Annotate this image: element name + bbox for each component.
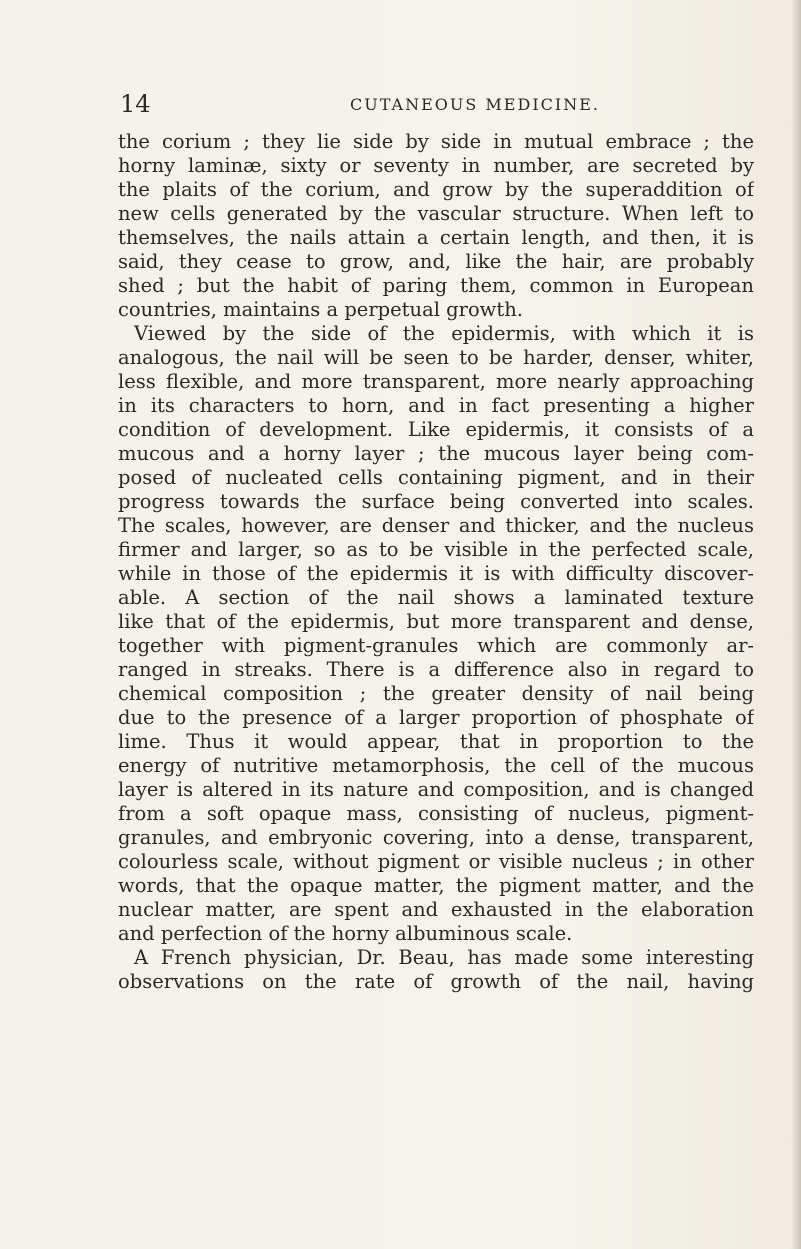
text-line: analogous, the nail will be seen to be harder, denser, whiter, (118, 346, 754, 369)
text-line: progress towards the surface being converted into scales. (118, 490, 754, 513)
text-line: layer is altered in its nature and composition, and is changed (118, 778, 754, 801)
text-line: shed ; but the habit of paring them, common in European (118, 274, 754, 297)
text-line: the corium ; they lie side by side in mutual embrace ; the (118, 130, 754, 153)
text-line: said, they cease to grow, and, like the hair, are probably (118, 250, 754, 273)
text-line: and perfection of the horny albuminous scale. (118, 922, 573, 945)
text-line: themselves, the nails attain a certain length, and then, it is (118, 226, 754, 249)
text-line: chemical composition ; the greater density of nail being (118, 682, 754, 705)
text-line: like that of the epidermis, but more transparent and dense, (118, 610, 754, 633)
text-line: due to the presence of a larger proportion of phosphate of (118, 706, 754, 729)
text-line: from a soft opaque mass, consisting of nucleus, pigment- (118, 802, 754, 825)
text-line: condition of development. Like epidermis, it consists of a (118, 418, 754, 441)
text-line: able. A section of the nail shows a laminated texture (118, 586, 754, 609)
paragraph-start-line: Viewed by the side of the epidermis, with which it is (134, 322, 754, 345)
page-edge-shadow (791, 0, 801, 1249)
running-title: CUTANEOUS MEDICINE. (350, 95, 600, 114)
text-line: together with pigment-granules which are commonly ar- (118, 634, 754, 657)
text-line: in its characters to horn, and in fact presenting a higher (118, 394, 754, 417)
text-line: energy of nutritive metamorphosis, the cell of the mucous (118, 754, 754, 777)
page-header (120, 89, 740, 123)
text-line: colourless scale, without pigment or visible nucleus ; in other (118, 850, 754, 873)
paragraph-start-line: A French physician, Dr. Beau, has made some interesting (134, 946, 754, 969)
text-line: lime. Thus it would appear, that in proportion to the (118, 730, 754, 753)
text-line: horny laminæ, sixty or seventy in number, are secreted by (118, 154, 754, 177)
text-line: new cells generated by the vascular structure. When left to (118, 202, 754, 225)
text-line: countries, maintains a perpetual growth. (118, 298, 523, 321)
text-line: ranged in streaks. There is a difference also in regard to (118, 658, 754, 681)
text-line: nuclear matter, are spent and exhausted in the elaboration (118, 898, 754, 921)
text-line: posed of nucleated cells containing pigment, and in their (118, 466, 754, 489)
text-line: the plaits of the corium, and grow by the superaddition of (118, 178, 754, 201)
text-line: granules, and embryonic covering, into a dense, transparent, (118, 826, 754, 849)
text-line: words, that the opaque matter, the pigment matter, and the (118, 874, 754, 897)
text-line: less flexible, and more transparent, more nearly approaching (118, 370, 754, 393)
page-number: 14 (120, 90, 151, 118)
text-line: The scales, however, are denser and thicker, and the nucleus (118, 514, 754, 537)
text-line: while in those of the epidermis it is with difficulty discover- (118, 562, 754, 585)
text-line: observations on the rate of growth of the nail, having (118, 970, 754, 993)
text-line: firmer and larger, so as to be visible in the perfected scale, (118, 538, 754, 561)
text-line: mucous and a horny layer ; the mucous layer being com- (118, 442, 754, 465)
body-text (118, 130, 754, 994)
